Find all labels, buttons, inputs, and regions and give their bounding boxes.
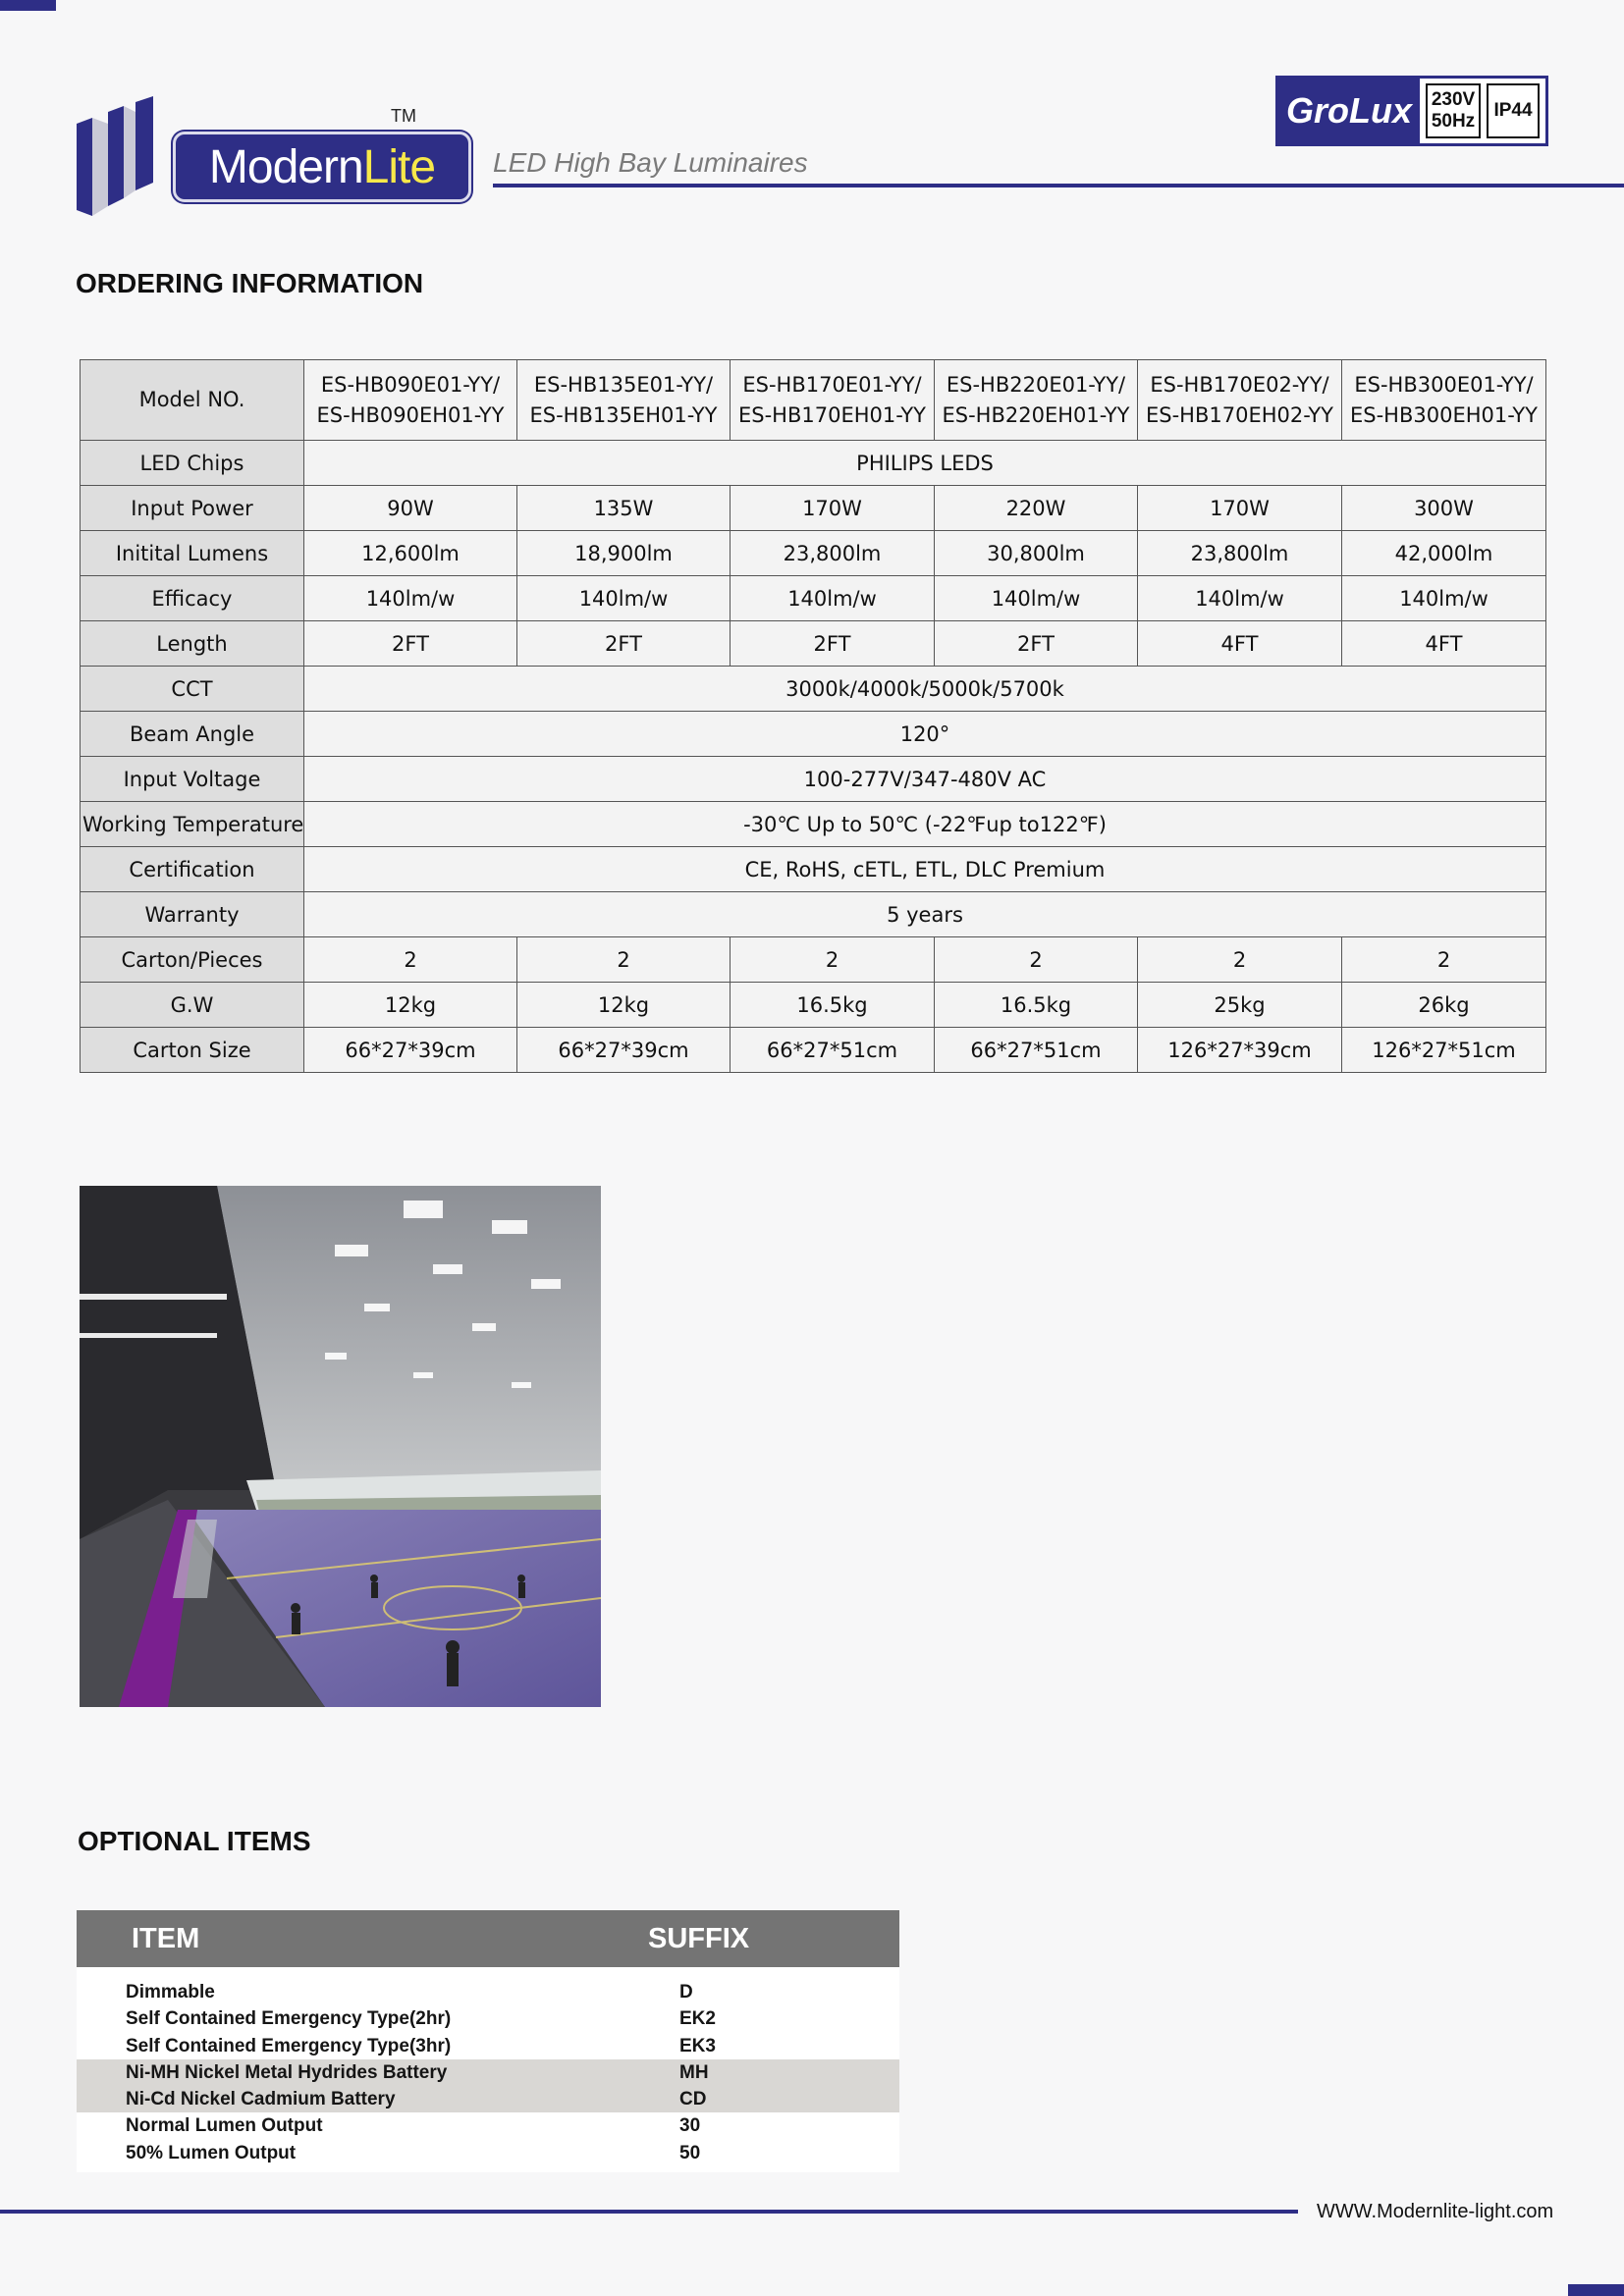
table-cell: 2 xyxy=(517,937,731,983)
model-number-line: ES-HB170E02-YY/ xyxy=(1150,372,1329,397)
optional-item-name: Ni-MH Nickel Metal Hydrides Battery xyxy=(126,2061,448,2083)
table-cell: 16.5kg xyxy=(731,983,935,1028)
header-divider xyxy=(493,184,1624,187)
model-number-line: ES-HB300EH01-YY xyxy=(1350,402,1538,427)
table-cell-span: -30℃ Up to 50℃ (-22℉up to122℉) xyxy=(304,802,1546,847)
model-number-cell xyxy=(935,360,1138,441)
optional-item-suffix: EK2 xyxy=(679,2008,716,2030)
table-row xyxy=(81,486,1546,531)
row-label: Carton Size xyxy=(81,1028,304,1073)
optional-item-name: Self Contained Emergency Type(3hr) xyxy=(126,2035,452,2056)
optional-item-suffix: MH xyxy=(679,2061,709,2083)
row-label: Initital Lumens xyxy=(81,531,304,576)
table-row xyxy=(81,441,1546,486)
badge-voltage-line1: 230V xyxy=(1431,89,1476,110)
table-cell: 16.5kg xyxy=(935,983,1138,1028)
badge-brand: GroLux xyxy=(1278,79,1420,143)
table-cell-span: 5 years xyxy=(304,892,1546,937)
table-cell: 170W xyxy=(1138,486,1342,531)
trademark-symbol: TM xyxy=(391,106,416,126)
table-cell: 12kg xyxy=(304,983,517,1028)
ordering-table xyxy=(80,359,1546,1073)
logo-wordmark xyxy=(173,132,471,202)
badge-voltage-line2: 50Hz xyxy=(1431,111,1476,132)
table-cell-span: 120° xyxy=(304,712,1546,757)
table-row xyxy=(81,667,1546,712)
optional-item-name: Ni-Cd Nickel Cadmium Battery xyxy=(126,2089,396,2110)
model-number-line: ES-HB220EH01-YY xyxy=(942,402,1130,427)
table-cell: 2 xyxy=(731,937,935,983)
table-cell: 4FT xyxy=(1138,621,1342,667)
table-cell: 66*27*51cm xyxy=(935,1028,1138,1073)
table-row xyxy=(81,531,1546,576)
table-cell: 135W xyxy=(517,486,731,531)
table-cell: 66*27*39cm xyxy=(517,1028,731,1073)
model-number-cell xyxy=(1138,360,1342,441)
badge-voltage xyxy=(1426,83,1481,138)
model-number-line: ES-HB090E01-YY/ xyxy=(320,372,501,397)
model-number-line: ES-HB300E01-YY/ xyxy=(1354,372,1534,397)
col-suffix: SUFFIX xyxy=(648,1923,750,1954)
table-cell: 140lm/w xyxy=(1138,576,1342,621)
grolux-badge xyxy=(1275,76,1548,146)
model-number-cell xyxy=(517,360,731,441)
table-cell: 126*27*39cm xyxy=(1138,1028,1342,1073)
optional-title: OPTIONAL ITEMS xyxy=(78,1826,311,1856)
optional-item-suffix: CD xyxy=(679,2089,707,2110)
optional-item-suffix: 50 xyxy=(679,2142,701,2163)
row-label: Certification xyxy=(81,847,304,892)
list-item xyxy=(77,2140,899,2166)
table-cell: 2FT xyxy=(731,621,935,667)
model-number-line: ES-HB135EH01-YY xyxy=(529,402,718,427)
table-cell: 2 xyxy=(1342,937,1546,983)
table-row xyxy=(81,576,1546,621)
list-item xyxy=(77,2005,899,2032)
table-row xyxy=(81,757,1546,802)
table-cell: 25kg xyxy=(1138,983,1342,1028)
model-number-line: ES-HB170EH02-YY xyxy=(1146,402,1333,427)
table-row xyxy=(81,621,1546,667)
row-label: Length xyxy=(81,621,304,667)
row-label: Input Power xyxy=(81,486,304,531)
table-cell: 90W xyxy=(304,486,517,531)
table-row xyxy=(81,712,1546,757)
model-number-line: ES-HB090EH01-YY xyxy=(316,402,505,427)
table-cell: 2FT xyxy=(517,621,731,667)
table-cell: 26kg xyxy=(1342,983,1546,1028)
table-cell: 140lm/w xyxy=(304,576,517,621)
row-label: Model NO. xyxy=(81,360,304,441)
table-cell: 170W xyxy=(731,486,935,531)
table-row xyxy=(81,802,1546,847)
company-logo xyxy=(77,96,436,216)
optional-table xyxy=(77,1910,899,2172)
page-subtitle: LED High Bay Luminaires xyxy=(493,147,808,178)
optional-item-name: Self Contained Emergency Type(2hr) xyxy=(126,2008,452,2030)
row-label: Efficacy xyxy=(81,576,304,621)
table-cell: 12kg xyxy=(517,983,731,1028)
row-label: Input Voltage xyxy=(81,757,304,802)
table-row xyxy=(81,983,1546,1028)
optional-item-name: 50% Lumen Output xyxy=(126,2142,297,2163)
table-cell: 140lm/w xyxy=(517,576,731,621)
list-item xyxy=(77,2112,899,2139)
row-label: Warranty xyxy=(81,892,304,937)
optional-item-name: Dimmable xyxy=(126,1982,215,2002)
corner-tab-bottom xyxy=(1568,2284,1624,2296)
table-row xyxy=(81,892,1546,937)
model-number-line: ES-HB170E01-YY/ xyxy=(742,372,922,397)
list-item xyxy=(77,1979,899,2005)
table-cell: 2FT xyxy=(304,621,517,667)
table-cell: 18,900lm xyxy=(517,531,731,576)
table-cell: 2 xyxy=(304,937,517,983)
row-label: G.W xyxy=(81,983,304,1028)
model-number-line: ES-HB170EH01-YY xyxy=(738,402,926,427)
logo-bars-icon xyxy=(77,96,157,216)
corner-tab-top xyxy=(0,0,56,11)
table-cell: 23,800lm xyxy=(731,531,935,576)
optional-item-suffix: EK3 xyxy=(679,2035,716,2056)
ordering-title: ORDERING INFORMATION xyxy=(76,268,424,298)
table-cell: 220W xyxy=(935,486,1138,531)
table-cell: 66*27*39cm xyxy=(304,1028,517,1073)
optional-item-suffix: 30 xyxy=(679,2115,701,2137)
table-cell: 2 xyxy=(935,937,1138,983)
model-number-line: ES-HB220E01-YY/ xyxy=(946,372,1126,397)
table-cell: 126*27*51cm xyxy=(1342,1028,1546,1073)
optional-item-name: Normal Lumen Output xyxy=(126,2115,323,2137)
badge-ip-rating: IP44 xyxy=(1487,83,1540,138)
gymnasium-image-icon xyxy=(80,1186,601,1707)
table-row xyxy=(81,847,1546,892)
table-cell-span: PHILIPS LEDS xyxy=(304,441,1546,486)
table-cell: 42,000lm xyxy=(1342,531,1546,576)
table-cell: 140lm/w xyxy=(731,576,935,621)
model-number-cell xyxy=(1342,360,1546,441)
table-cell: 30,800lm xyxy=(935,531,1138,576)
list-item xyxy=(77,2059,899,2086)
logo-word-modern: Modern xyxy=(208,140,363,193)
row-label: LED Chips xyxy=(81,441,304,486)
list-item xyxy=(77,2086,899,2112)
list-item xyxy=(77,2033,899,2059)
table-cell: 4FT xyxy=(1342,621,1546,667)
optional-table-gap xyxy=(77,1967,899,1979)
table-cell-span: 100-277V/347-480V AC xyxy=(304,757,1546,802)
table-cell-span: CE, RoHS, cETL, ETL, DLC Premium xyxy=(304,847,1546,892)
table-cell: 23,800lm xyxy=(1138,531,1342,576)
model-number-cell xyxy=(304,360,517,441)
footer-divider xyxy=(0,2210,1298,2214)
model-number-cell xyxy=(731,360,935,441)
optional-table-gap xyxy=(77,2166,899,2172)
table-cell: 2 xyxy=(1138,937,1342,983)
table-cell: 140lm/w xyxy=(935,576,1138,621)
row-label: Beam Angle xyxy=(81,712,304,757)
optional-item-suffix: D xyxy=(679,1982,693,2002)
gym-photo xyxy=(80,1186,601,1707)
row-label: CCT xyxy=(81,667,304,712)
logo-word-lite: Lite xyxy=(362,140,436,193)
row-label: Working Temperature xyxy=(81,802,304,847)
table-row xyxy=(81,1028,1546,1073)
model-number-line: ES-HB135E01-YY/ xyxy=(533,372,714,397)
footer-url: WWW.Modernlite-light.com xyxy=(1317,2201,1554,2222)
table-cell: 300W xyxy=(1342,486,1546,531)
col-item: ITEM xyxy=(132,1923,200,1954)
table-cell: 140lm/w xyxy=(1342,576,1546,621)
table-cell: 2FT xyxy=(935,621,1138,667)
table-cell-span: 3000k/4000k/5000k/5700k xyxy=(304,667,1546,712)
table-cell: 12,600lm xyxy=(304,531,517,576)
table-row-model xyxy=(81,360,1546,441)
row-label: Carton/Pieces xyxy=(81,937,304,983)
table-cell: 66*27*51cm xyxy=(731,1028,935,1073)
optional-table-header xyxy=(77,1910,899,1967)
table-row xyxy=(81,937,1546,983)
